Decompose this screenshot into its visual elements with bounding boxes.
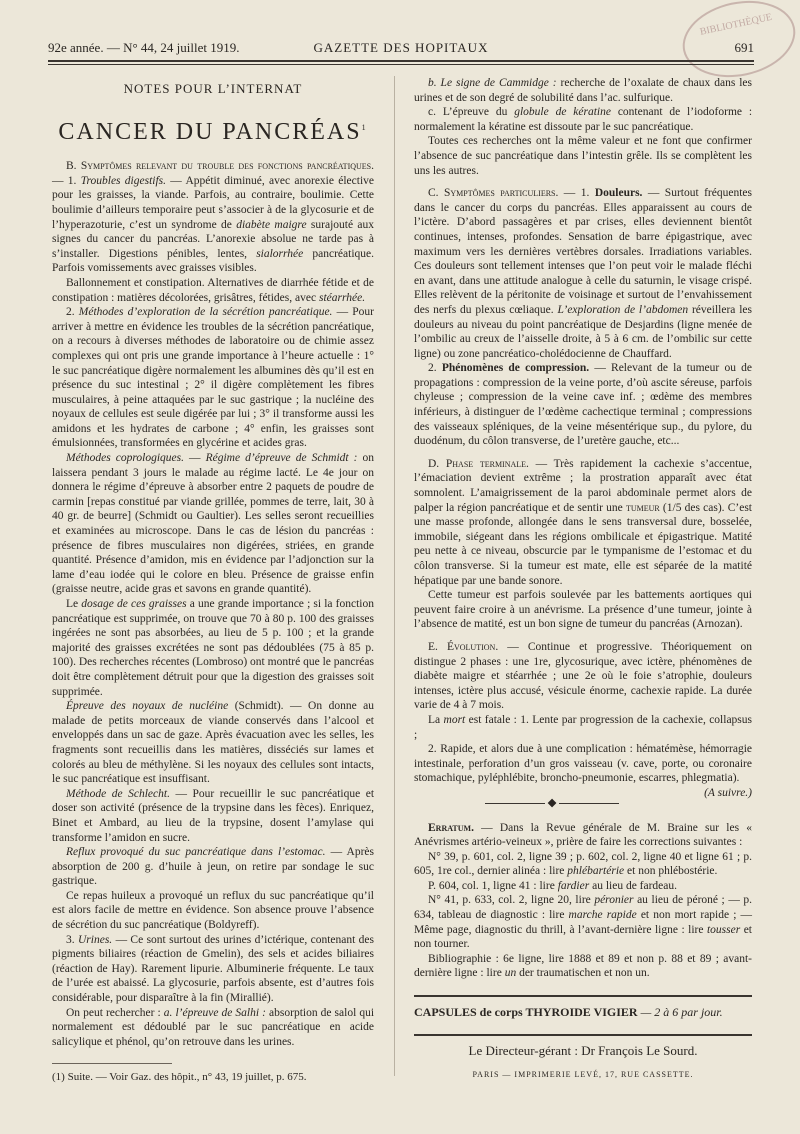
paragraph (414, 105, 752, 134)
ad-rule (414, 995, 752, 997)
item-number: 2. (428, 362, 437, 375)
paragraph (414, 742, 752, 799)
subheading: Régime d’épreuve de Schmidt : (205, 452, 358, 465)
item-number: 2. (66, 306, 75, 319)
paragraph (52, 276, 374, 305)
left-column (52, 76, 374, 1085)
paragraph: Ce repas huileux a provoqué un reflux du suc pancréatique qu’il est alors facile de mettre en évidence. Son absence prouve l’absence de sécrétion du suc pancréatique (Boldyreff). (52, 889, 374, 932)
paragraph (414, 821, 752, 850)
text: — Appétit diminué, avec anorexie élective pour les graisses, la viande. Parfois, au contraire, boulimie. Cette boulimie d’ailleurs temporaire peut s’associer à de la glycosurie et de l’hyperazoturie, c’est un syndrome de (52, 174, 375, 231)
ad-rule-bottom (414, 1034, 752, 1036)
paragraph (414, 457, 752, 588)
emphasis: tousser (706, 923, 741, 936)
column-separator (394, 76, 395, 1076)
paragraph (52, 159, 374, 276)
subheading: Épreuve des noyaux de nucléine (66, 700, 229, 713)
text: Le (66, 598, 79, 610)
subheading: Reflux provoqué du suc pancréatique dans l’estomac. (66, 846, 326, 859)
library-stamp (676, 0, 800, 87)
text: — Dans la Revue générale de M. Braine sur les « Anévrismes artério-veineux », prière de faire les corrections suivantes : (414, 821, 753, 849)
paragraph (52, 451, 374, 597)
subheading: Urines. (78, 933, 113, 946)
journal-title: GAZETTE DES HOPITAUX (313, 40, 489, 55)
text: N° 41, p. 633, col. 2, ligne 20, lire (428, 894, 591, 907)
article-title-text: CANCER DU PANCRÉAS (58, 118, 362, 145)
subheading: Méthodes d’exploration de la sécrétion pancréatique. (78, 306, 333, 319)
header-rule-thin (48, 64, 754, 65)
text: et non phlébostérie. (627, 865, 718, 878)
emphasis: globule de kératine (514, 106, 611, 119)
director-line: Le Directeur-gérant : Dr François Le Sourd. (468, 1042, 698, 1058)
text: contenant de l’iodoforme : normalement la kératine est dissoute par le suc pancréatique. (414, 106, 753, 133)
ad-product: CAPSULES de corps THYROIDE VIGIER (414, 1005, 638, 1020)
text: — Continue et progressive. Théoriquement on distingue 2 phases : une 1re, glycosurique, avec ictère, phénomènes de diabète maigre et stéarrhée ; une 2e où le foie s’atrophie, douleurs intenses, ictère plus accusé, vésicule énorme, cachexie rapide. La durée varie de 4 à 7 mois. (414, 640, 753, 712)
advertisement (414, 1005, 752, 1020)
emphasis: fardier (557, 879, 590, 892)
text: Bibliographie : 6e ligne, lire 1888 et 89 et non p. 88 et 89 ; avant-dernière ligne : lire (414, 952, 752, 980)
text: c. L’épreuve du (428, 106, 508, 119)
text: surajouté aux signes du cancer du pancréas. L’anorexie absolue ne tarde pas à s’installer. Digestions pénibles, lentes, (52, 218, 374, 260)
subheading: Phénomènes de compression. (441, 362, 590, 375)
text: au lieu de péroné ; — p. 634, tableau de diagnostic : lire (414, 894, 753, 922)
footnote-rule (52, 1063, 172, 1064)
right-column (414, 76, 752, 1083)
ad-dosage: — 2 à 6 par jour. (640, 1005, 723, 1020)
emphasis: diabète maigre (236, 218, 307, 231)
paragraph: Cette tumeur est parfois soulevée par les battements aortiques qui peuvent faire croire à un anévrisme. La présence d’une tumeur, jointe à l’absence de matité, est un bon signe de tumeur du pancréas (Arnozan). (414, 589, 752, 631)
subheading: Douleurs. (594, 187, 643, 200)
emphasis: mort (443, 713, 466, 726)
section-lead: B. Symptômes relevant du trouble des fonctions pancréatiques. — 1. (52, 160, 374, 187)
printer-line: PARIS — IMPRIMERIE LEVÉ, 17, RUE CASSETTE. (472, 1070, 694, 1080)
text: P. 604, col. 1, ligne 41 : lire (428, 879, 555, 892)
text: der traumatischen et non un. (519, 967, 650, 980)
header-rule (48, 60, 754, 62)
paragraph (414, 850, 752, 879)
paragraph (52, 597, 374, 699)
text: et non tourner. (414, 923, 753, 951)
paragraph (414, 640, 752, 713)
page-header (48, 38, 754, 60)
subheading: Méthodes coprologiques. (66, 452, 184, 465)
text: — Très rapidement la cachexie s’accentue, l’émaciation devient extrême ; la prostration apparaît avec état somnolent. L’amaigrissement de la paroi abdominale permet alors de palper la région pancréatique et de sentir une (414, 457, 753, 514)
dash: — (189, 452, 201, 465)
emphasis: a. l’épreuve de Salhi : (163, 1006, 266, 1019)
paragraph: Toutes ces recherches ont la même valeur et ne font que confirmer l’absence de suc pancréatique dans l’intestin grêle. Ils se complètent les uns les autres. (414, 135, 752, 177)
item-number: 3. (66, 933, 75, 946)
paragraph (52, 845, 374, 889)
paragraph (414, 361, 752, 449)
text: pancréatique. Parfois vomissements avec graisses visibles. (52, 247, 375, 275)
page-number: 691 (734, 40, 754, 55)
paragraph (414, 186, 752, 361)
text: absorption de salol qui normalement est dédoublé par le suc pancréatique en acide salicylique et phénol, qu’on retrouve dans les urines. (52, 1006, 375, 1048)
to-be-continued: (A suivre.) (704, 786, 752, 799)
text: recherche de l’oxalate de chaux dans les urines et de son degré de solubilité dans l’ac. sulfurique. (414, 77, 752, 104)
paragraph (52, 699, 374, 787)
text: N° 39, p. 601, col. 2, ligne 39 ; p. 602, col. 2, ligne 40 et ligne 61 ; p. 605, 1re col., dernier alinéa : lire (414, 850, 752, 878)
section-lead: E. Évolution. (428, 640, 499, 653)
paragraph (414, 713, 752, 742)
ornamental-divider: ◆ (414, 796, 752, 811)
text: La (428, 713, 441, 726)
paragraph (414, 952, 752, 981)
title-footnote-marker: 1 (361, 122, 368, 132)
paragraph (414, 893, 752, 951)
emphasis: dosage de ces graisses (81, 598, 187, 610)
subheading: Méthode de Schlecht. (66, 787, 170, 800)
emphasis: péronier (594, 894, 634, 907)
text: et non mort rapide ; — Même page, diagnostic du thrill, à l’avant-dernière ligne : lire (414, 909, 752, 936)
subheading: Troubles digestifs. (80, 174, 167, 187)
section-lead: C. Symptômes particuliers. — 1. (428, 187, 590, 200)
text: — Pour recueillir le suc pancréatique et doser son activité (présence de la trypsine dans les fèces). Enriquez, Binet et Ambard, au lieu de la trypsine, dosent l’amylase qui transforme l’amidon en sucre. (52, 787, 375, 844)
text: 2. Rapide, et alors due à une complication : hématémèse, hémorragie intestinale, perforation d’un gros vaisseau (v. cave, porte, ou coronaire stomachique, pyléphlébite, broncho-pneumonie, escarres, phlegmatia). (414, 743, 752, 785)
paragraph (52, 787, 374, 845)
paragraph (414, 76, 752, 105)
emphasis: tumeur (625, 501, 660, 514)
text: — Relevant de la tumeur ou de propagations : compression de la veine porte, d’où ascite séreuse, parfois chyleuse ; compression de la veine cave inf. ; œdème des membres inférieurs, à distinguer de l’œdème cachectique terminal ; compressions des vaisseaux spléniques, de la veine mésentérique sup., du pylore, du duodénum, du côlon transverse, de l’uretère gauche, etc... (414, 362, 753, 448)
emphasis: marche rapide (568, 909, 637, 922)
subheading: b. Le signe de Cammidge : (428, 77, 557, 89)
text: Ballonnement et constipation. Alternatives de diarrhée fétide et de constipation : matières décolorées, grisâtres, fétides, avec (52, 276, 374, 304)
text: a une grande importance ; si la fonction pancréatique est supprimée, on trouve que 70 à 80 p. 100 des graisses ingérées ne sont pas absorbées, au lieu de 5 p. 100 ; et la grande majorité des graisses excrétées ne sont pas dédoublées (75 à 85 p. 100). Des recherches récentes (Lombroso) ont montré que le pancréas doit être complètement détruit pour que la digestion des graisses soit supprimée. (52, 598, 375, 698)
footnote: (1) Suite. — Voir Gaz. des hôpit., n° 43, 19 juillet, p. 675. (52, 1071, 307, 1084)
emphasis: un (504, 967, 517, 980)
emphasis: sialorrhée (256, 247, 304, 260)
text: réveillera les douleurs au niveau du point pancréatique de Desjardins (ligne menée de l’ombilic au creux de l’aisselle droite, à 5 à 6 cm. de l’ombilic sur cette ligne) ou zone pancréatico-cholédocienne de Chauffard. (414, 303, 753, 360)
paragraph (414, 879, 752, 894)
emphasis: stéarrhée. (318, 291, 366, 304)
paragraph (52, 933, 374, 1006)
text: est fatale : 1. Lente par progression de la cachexie, collapsus ; (414, 713, 753, 741)
stamp-text: BIBLIOTHÈQUE (698, 11, 773, 38)
text: — Surtout fréquentes dans le cancer du corps du pancréas. Elles apparaissent au cours de l’ictère. D’abord passagères et par crises, elles deviennent bientôt continues, intenses, profondes. Sensation de barre épigastrique, avec maximum vers les dernières vertèbres dorsales. Irradiations variables. Ces douleurs sont tellement intenses que l’on peut voir le malade fléchi en avant, dans une attitude analogue à celle du saturnin, le visage crispé. Elles relèvent de la péritonite de voisinage et surtout de l’envahissement des nerfs du plexus cœliaque. (414, 187, 752, 316)
text: (1/5 des cas). C’est une masse profonde, allongée dans le sens transversal dure, bosselée, immobile, siégeant dans les régions ombilicale et épigastrique. Matité peu nette à ce niveau, obscurcie par le tympanisme de l’estomac et du côlon transverse. Si la tumeur est mate, elle est séparée de la matité hépatique par une bande sonore. (414, 501, 752, 587)
issue-info: 92e année. — N° 44, 24 juillet 1919. (48, 40, 240, 55)
text: (Schmidt). — On donne au malade de petits morceaux de viande conservés dans l’alcool et enveloppés dans un sac de gaze. Après évacuation avec les selles, les fragments sont recueillis dans les matières, disséciés sur lames et colorés au bleu de méthylène. Si les noyaux des cellules sont intacts, le suc pancréatique est insuffisant. (52, 700, 375, 786)
section-lead: D. Phase terminale. (428, 457, 529, 470)
emphasis: phlébartérie (567, 865, 625, 878)
text: on laissera pendant 3 jours le malade au régime lacté. Le 4e jour on donnera le régime d’épreuve à absorber entre 2 paquets de poudre de carmin [repas constitué par viande grillée, pommes de terre, lait, 30 à 40 gr. de beurre] (Schmidt ou Gaultier). Les selles seront recueillies et examinées au microscope. Dans le cas de lésion du pancréas : présence de fibres musculaires non digérées, striées, en grande quantité. Présence d’amidon, mis en évidence par l’adjonction sur la lame d’eau iodée qui le colore en bleu. Présence de graisse enfin (graisse neutre, acide gras et savons en grande quantité). (52, 452, 375, 596)
article-title (52, 118, 374, 145)
text: — Pour arriver à mettre en évidence les troubles de la sécrétion pancréatique, on a recours à diverses méthodes de laboratoire ou de chimie assez complexes qui ont pris une grande importance à l’heure actuelle : 1° le suc pancréatique digère normalement les albumines dès qu’il est en présence du suc intestinal ; 2° il digère complètement les fibres musculaires, à peine attaquées par le suc gastrique ; la nucléine des noyaux de cellules est seule digérée par lui ; 3° il transforme aussi les amidons et les hydrates de carbone ; 4° enfin, les graisses sont émulsionnées, transformées en glycérine et acides gras. (52, 306, 374, 450)
section-title: NOTES POUR L’INTERNAT (123, 81, 303, 96)
erratum-label: Erratum. (428, 821, 474, 834)
text: — Ce sont surtout des urines d’ictérique, contenant des pigments biliaires (réaction de Gmelin), des sels et acides biliaires (réaction de Hay). Rarement lipurie. Albuminerie fréquente. Le taux de l’urée est abaissé. La glycosurie, parfois absente, est d’autres fois considérable, pour disparaître à la fin (Mirallié). (52, 933, 375, 1005)
text: au lieu de fardeau. (592, 879, 678, 892)
emphasis: L’exploration de l’abdomen (557, 303, 689, 316)
paragraph (52, 1006, 374, 1050)
text: On peut rechercher : (66, 1006, 161, 1019)
paragraph (52, 305, 374, 451)
text: — Après absorption de 200 g. d’huile à jeun, on retire par sondage le suc gastrique. (52, 846, 374, 888)
